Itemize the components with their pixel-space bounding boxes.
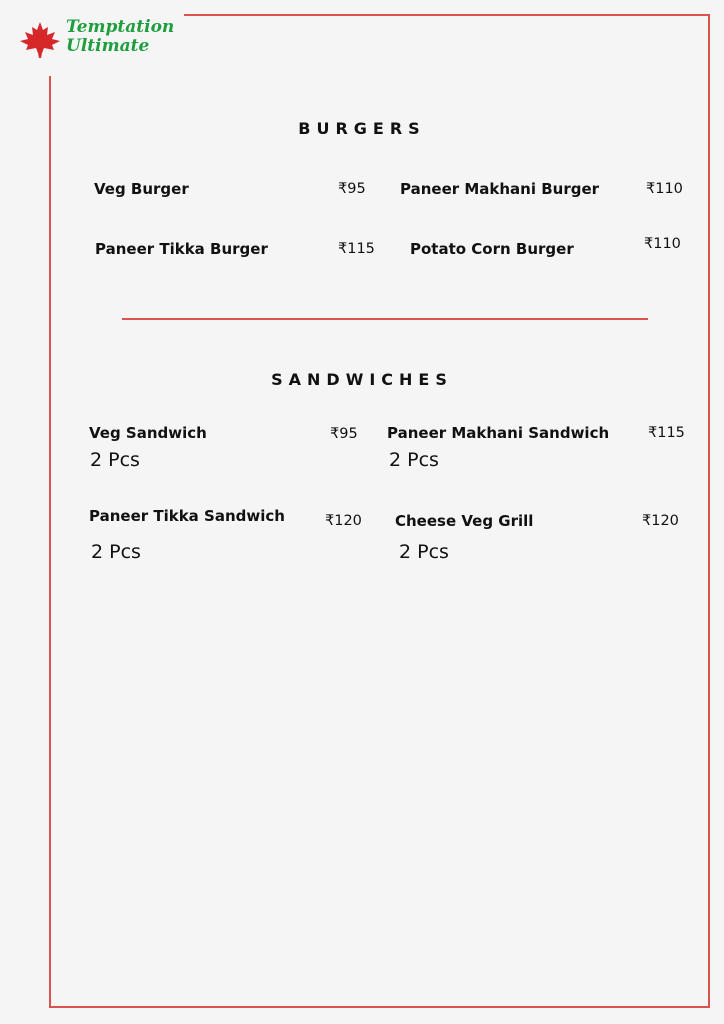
- frame-bottom-border: [49, 1006, 710, 1008]
- menu-item-price: ₹95: [338, 181, 366, 197]
- maple-leaf-icon: [18, 20, 62, 60]
- sandwiches-section-title: SANDWICHES: [271, 370, 453, 389]
- menu-item-name: Paneer Makhani Burger: [400, 180, 600, 198]
- menu-item-name: Potato Corn Burger: [410, 240, 574, 258]
- section-divider: [122, 318, 648, 320]
- menu-item-name: Veg Sandwich: [89, 424, 207, 442]
- menu-item-quantity: 2 Pcs: [90, 449, 140, 471]
- menu-item-quantity: 2 Pcs: [389, 449, 439, 471]
- frame-top-border: [184, 14, 710, 16]
- menu-item-price: ₹115: [648, 425, 685, 441]
- menu-item-price: ₹95: [330, 426, 358, 442]
- menu-item-name: Veg Burger: [94, 180, 189, 198]
- frame-left-border: [49, 76, 51, 1008]
- brand-line-2: Ultimate: [66, 36, 150, 56]
- menu-item-name: Paneer Makhani Sandwich: [387, 424, 610, 442]
- burgers-section-title: BURGERS: [298, 119, 426, 138]
- menu-item-price: ₹110: [644, 236, 681, 252]
- menu-item-name: Paneer Tikka Burger: [95, 240, 268, 258]
- brand-logo: [18, 16, 208, 68]
- brand-line-1: Temptation: [66, 17, 175, 37]
- menu-item-name: Paneer Tikka Sandwich: [89, 507, 285, 525]
- menu-item-name: Cheese Veg Grill: [395, 512, 534, 530]
- menu-item-price: ₹115: [338, 241, 375, 257]
- menu-item-price: ₹120: [642, 513, 679, 529]
- menu-item-quantity: 2 Pcs: [91, 541, 141, 563]
- brand-name: [66, 18, 174, 56]
- menu-item-quantity: 2 Pcs: [399, 541, 449, 563]
- menu-item-price: ₹110: [646, 181, 683, 197]
- menu-item-price: ₹120: [325, 513, 362, 529]
- frame-right-border: [708, 14, 710, 1008]
